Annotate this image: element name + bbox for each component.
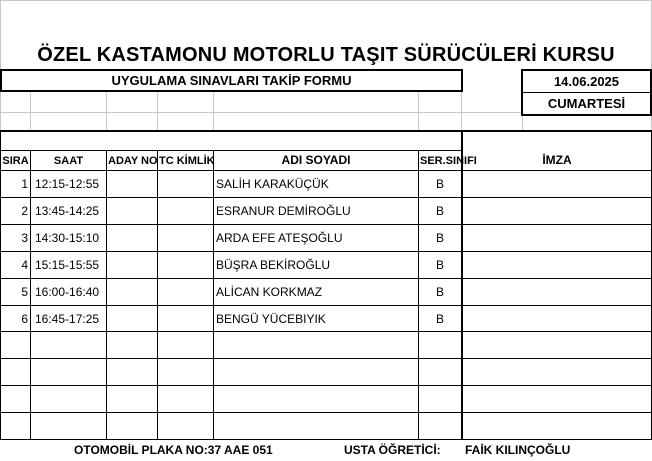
plate-number: OTOMOBİL PLAKA NO:37 AAE 051 — [74, 443, 273, 457]
instructor-name: FAİK KILINÇOĞLU — [465, 443, 571, 457]
row-sira: 2 — [21, 204, 28, 218]
row-name: SALİH KARAKÜÇÜK — [216, 177, 329, 191]
row-sinif: B — [435, 177, 444, 191]
row-sinif: B — [435, 258, 444, 272]
table-top-border — [0, 130, 652, 132]
grid-line — [418, 90, 419, 130]
row-sinif: B — [435, 231, 444, 245]
col-line — [30, 150, 31, 439]
date-box — [521, 69, 652, 116]
header-tc-kimlik: TC KİMLİK — [159, 155, 215, 167]
grid-line — [0, 112, 522, 113]
grid-line — [461, 90, 462, 130]
row-sira: 1 — [21, 177, 28, 191]
grid-line — [213, 90, 214, 130]
row-saat: 15:15-15:55 — [35, 258, 100, 272]
col-line — [213, 150, 214, 439]
row-sira: 5 — [21, 285, 28, 299]
row-line — [0, 412, 652, 413]
header-imza: İMZA — [542, 153, 572, 167]
row-name: BENGÜ YÜCEBIYIK — [216, 312, 326, 326]
header-sira: SIRA — [2, 155, 29, 167]
row-sira: 4 — [21, 258, 28, 272]
header-adi-soyadi: ADI SOYADI — [281, 153, 351, 167]
row-name: ESRANUR DEMİROĞLU — [216, 204, 351, 218]
grid-line — [157, 90, 158, 130]
row-sinif: B — [435, 204, 444, 218]
grid-line — [30, 90, 31, 130]
row-saat: 13:45-14:25 — [35, 204, 100, 218]
form-name: UYGULAMA SINAVLARI TAKİP FORMU — [0, 69, 463, 92]
row-line — [0, 358, 652, 359]
date: 14.06.2025 — [523, 71, 650, 93]
row-sira: 6 — [21, 312, 28, 326]
row-saat: 16:45-17:25 — [35, 312, 100, 326]
row-sinif: B — [435, 285, 444, 299]
row-saat: 12:15-12:55 — [35, 177, 100, 191]
instructor-label: USTA ÖĞRETİCİ: — [344, 443, 441, 457]
row-sinif: B — [435, 312, 444, 326]
row-sira: 3 — [21, 231, 28, 245]
row-saat: 16:00-16:40 — [35, 285, 100, 299]
col-line — [157, 150, 158, 439]
grid-line — [106, 90, 107, 130]
school-title: ÖZEL KASTAMONU MOTORLU TAŞIT SÜRÜCÜLERİ KURSU — [37, 44, 615, 66]
row-saat: 14:30-15:10 — [35, 231, 100, 245]
day: CUMARTESİ — [547, 96, 626, 111]
header-aday-no: ADAY NO — [108, 155, 158, 167]
col-line — [461, 131, 463, 440]
header-ser-sinifi: SER.SINIFI — [420, 155, 477, 167]
row-name: BÜŞRA BEKİROĞLU — [216, 258, 331, 272]
row-name: ALİCAN KORKMAZ — [216, 285, 323, 299]
grid-line — [0, 0, 652, 1]
row-line — [0, 385, 652, 386]
col-line — [106, 150, 107, 439]
row-name: ARDA EFE ATEŞOĞLU — [216, 231, 343, 245]
header-saat: SAAT — [53, 155, 84, 167]
